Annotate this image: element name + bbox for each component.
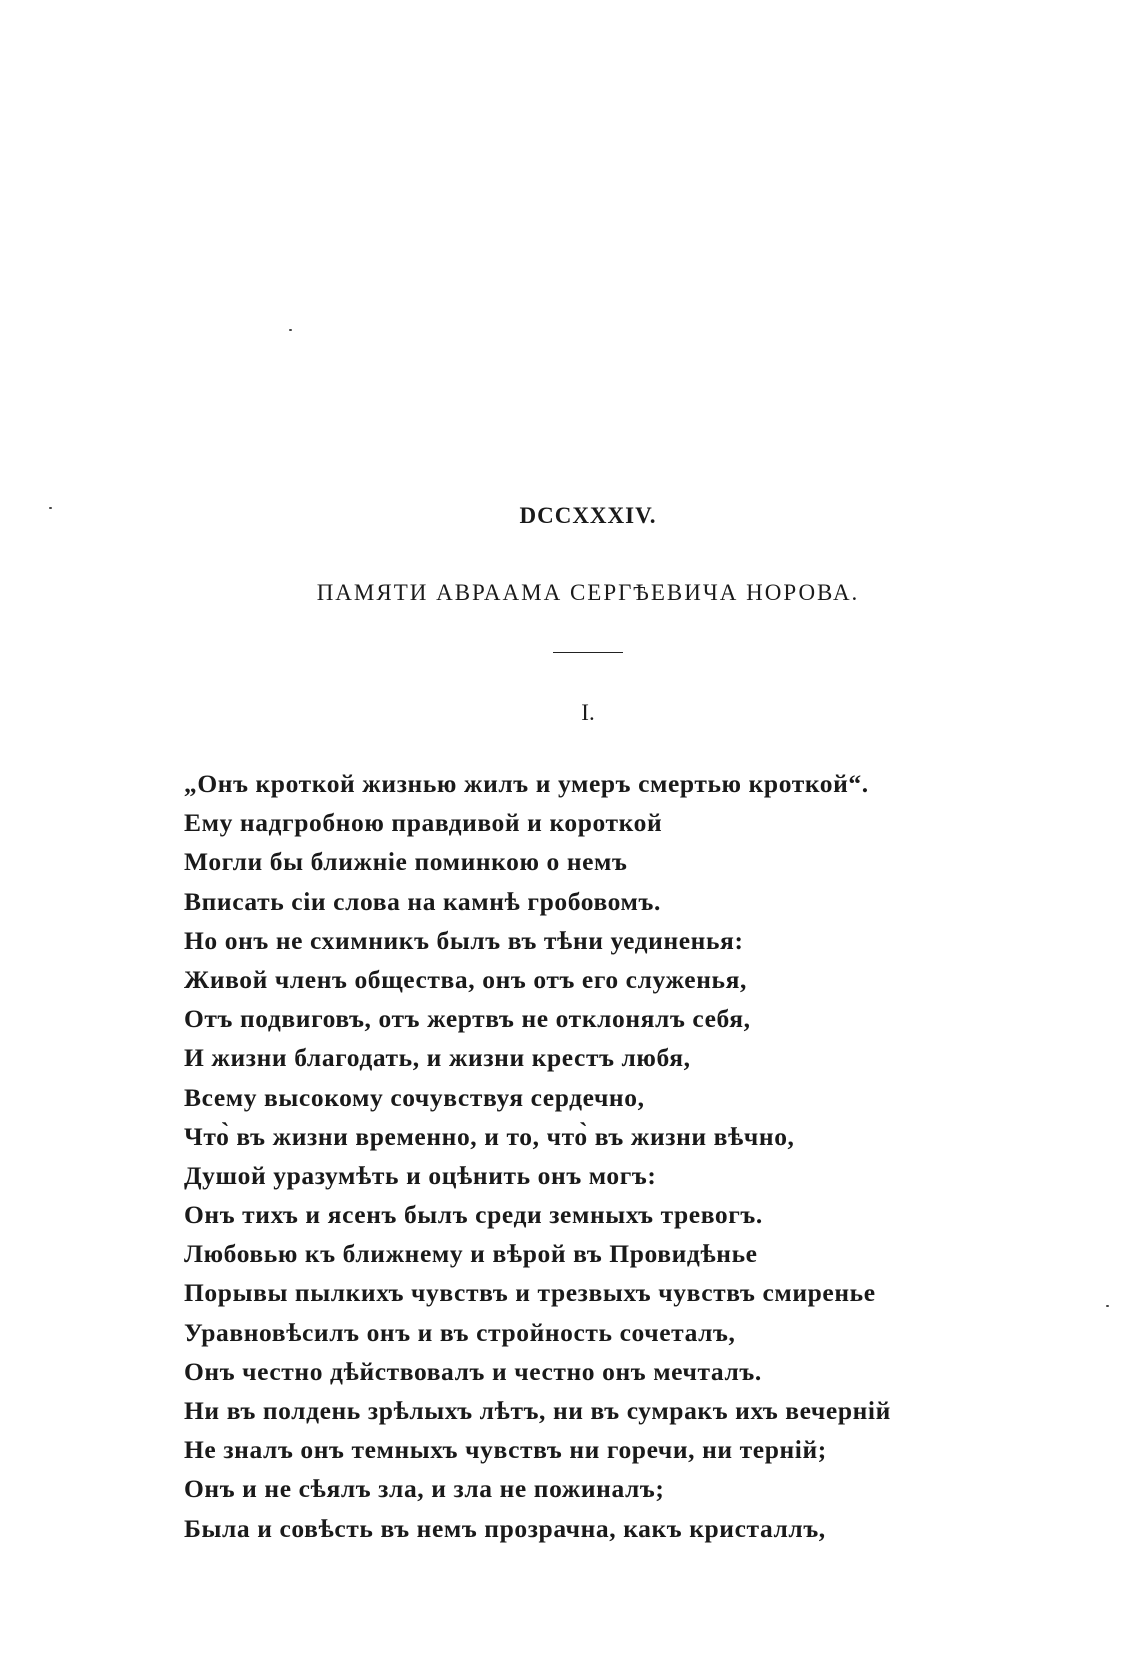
- poem-number: DCCXXXIV.: [519, 503, 657, 528]
- verse-line: Но онъ не схимникъ былъ въ тѣни уединенья:: [184, 925, 744, 955]
- verse-line: Что̀ въ жизни временно, и то, что̀ въ жизни вѣчно,: [184, 1121, 795, 1151]
- verse-line: И жизни благодать, и жизни крестъ любя,: [184, 1043, 691, 1073]
- title-divider: [553, 652, 623, 653]
- poem-text: [184, 764, 1084, 1548]
- verse-line: Всему высокому сочувствуя сердечно,: [184, 1082, 645, 1112]
- verse-line: „Онъ кроткой жизнью жилъ и умеръ смертью кроткой“.: [184, 769, 869, 798]
- print-speck: [289, 329, 292, 331]
- verse-line: Уравновѣсилъ онъ и въ стройность сочеталъ,: [184, 1317, 736, 1347]
- verse-line: Порывы пылкихъ чувствъ и трезвыхъ чувствъ смиренье: [184, 1278, 876, 1308]
- verse-line: Вписать сіи слова на камнѣ гробовомъ.: [184, 886, 661, 916]
- verse-line: Онъ тихъ и ясенъ былъ среди земныхъ тревогъ.: [184, 1200, 763, 1230]
- verse-line: Живой членъ общества, онъ отъ его служенья,: [184, 964, 747, 994]
- verse-line: Ни въ полдень зрѣлыхъ лѣтъ, ни въ сумракъ ихъ вечерній: [184, 1396, 891, 1425]
- print-speck: [1106, 1305, 1109, 1307]
- poem-title: ПАМЯТИ АВРААМА СЕРГѢЕВИЧА НОРОВА.: [316, 580, 860, 605]
- verse-line: Была и совѣсть въ немъ прозрачна, какъ кристаллъ,: [184, 1513, 826, 1543]
- verse-line: Душой уразумѣть и оцѣнить онъ могъ:: [184, 1160, 657, 1190]
- verse-line: Любовью къ ближнему и вѣрой въ Провидѣнье: [184, 1239, 758, 1269]
- verse-line: Онъ и не сѣялъ зла, и зла не пожиналъ;: [184, 1474, 665, 1504]
- verse-line: Могли бы ближніе поминкою о немъ: [184, 847, 628, 877]
- verse-line: Ему надгробною правдивой и короткой: [184, 808, 663, 838]
- verse-line: Не зналъ онъ темныхъ чувствъ ни горечи, ни терній;: [184, 1435, 827, 1465]
- section-number: I.: [581, 700, 595, 725]
- verse-line: Отъ подвиговъ, отъ жертвъ не отклонялъ себя,: [184, 1004, 751, 1034]
- verse-line: Онъ честно дѣйствовалъ и честно онъ мечталъ.: [184, 1356, 762, 1386]
